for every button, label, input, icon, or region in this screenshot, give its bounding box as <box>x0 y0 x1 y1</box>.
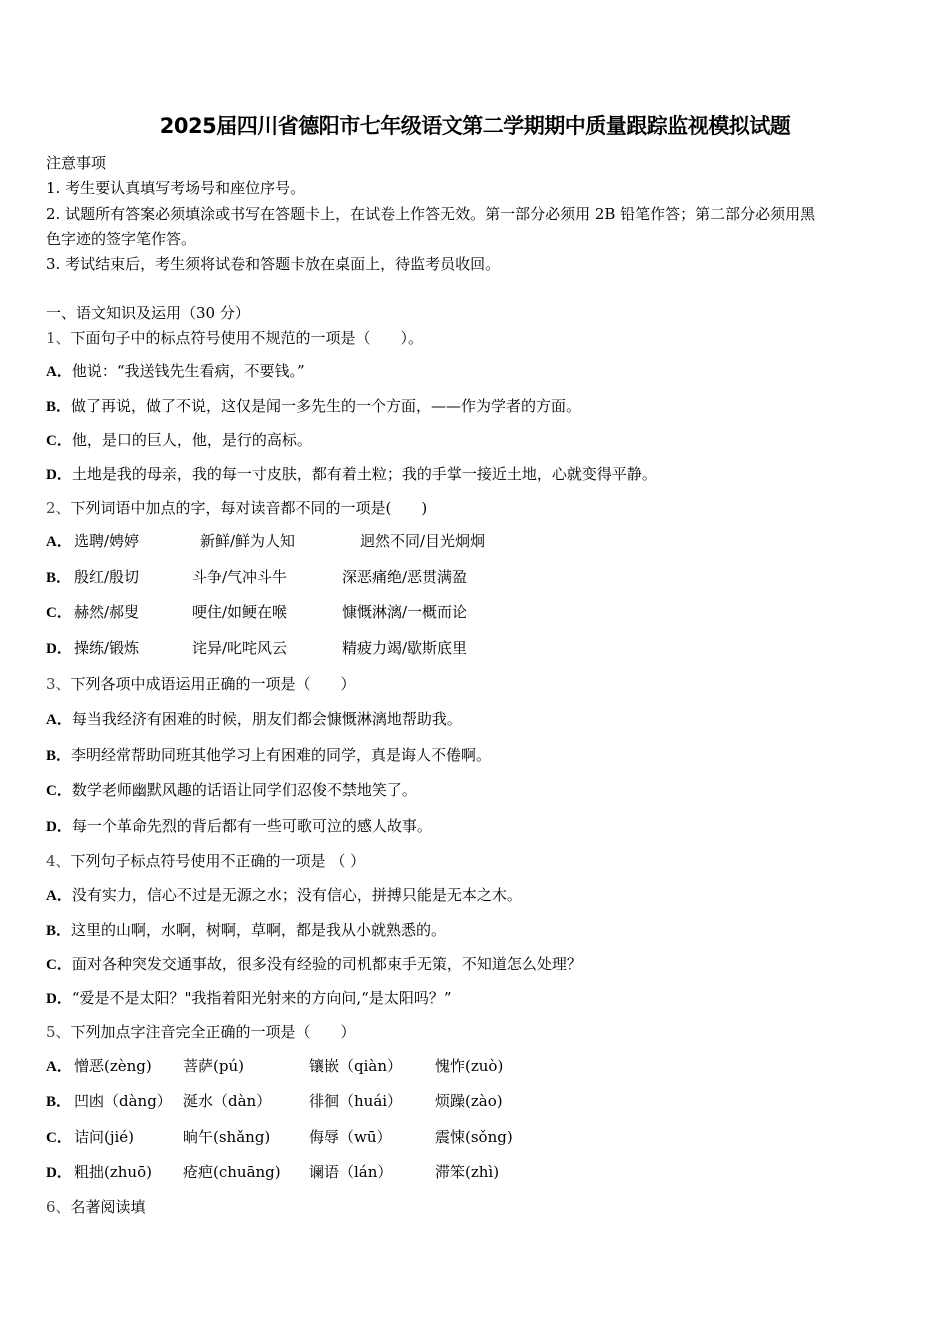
option-cell: 震悚(sǒng) <box>435 1128 513 1146</box>
option-cell: 粗拙(zhuō) <box>74 1163 152 1181</box>
option-letter: B． <box>46 748 72 764</box>
option-cell: 涎水（dàn） <box>183 1092 272 1110</box>
option-letter: B． <box>46 1094 72 1110</box>
option-cell: 慷慨淋漓/一概而论 <box>342 603 468 621</box>
option-letter: C． <box>46 1130 72 1146</box>
option-text: 每当我经济有困难的时候，朋友们都会慷慨淋漓地帮助我。 <box>71 710 462 728</box>
option-letter: D． <box>46 641 72 657</box>
option-row <box>46 1090 71 1111</box>
option-cell: 愧怍(zuò) <box>435 1057 504 1075</box>
option-letter: C． <box>46 957 72 973</box>
option-cell: 迥然不同/目光炯炯 <box>360 532 486 550</box>
option-row <box>46 1055 72 1076</box>
question-text: 下列加点字注音完全正确的一项是（ ） <box>70 1023 356 1041</box>
question-text: 下列各项中成语运用正确的一项是（ ） <box>70 675 356 693</box>
question-stem <box>46 850 365 871</box>
question-number: 1、 <box>46 329 71 347</box>
question-number: 3、 <box>46 675 71 693</box>
notice-item: 色字迹的签字笔作答。 <box>46 230 197 248</box>
option-row <box>46 601 72 622</box>
option-cell: 疮疤(chuāng) <box>183 1163 281 1181</box>
option-cell: 侮辱（wū） <box>309 1128 392 1146</box>
option-text: “爱是不是太阳？"我指着阳光射来的方向问,“是太阳吗？” <box>71 989 452 1007</box>
question-text: 下面句子中的标点符号使用不规范的一项是（ ）。 <box>70 329 424 347</box>
option-letter: A． <box>46 888 72 904</box>
option-text: 他说：“我送钱先生看病，不要钱。” <box>71 362 305 380</box>
question-number: 6、 <box>46 1198 71 1216</box>
notice-item: 3. 考试结束后，考生须将试卷和答题卡放在桌面上，待监考员收回。 <box>46 255 501 273</box>
option-cell: 滞笨(zhì) <box>435 1163 500 1181</box>
option-letter: D． <box>46 1165 72 1181</box>
option-cell: 徘徊（huái） <box>309 1092 403 1110</box>
option-cell: 烦躁(zào) <box>435 1092 503 1110</box>
option-cell: 操练/锻炼 <box>74 639 140 657</box>
option-text: 这里的山啊，水啊，树啊，草啊，都是我从小就熟悉的。 <box>71 921 447 939</box>
option-letter: B． <box>46 570 72 586</box>
option-text: 面对各种突发交通事故，很多没有经验的司机都束手无策，不知道怎么处理？ <box>71 955 582 973</box>
question-stem <box>46 673 356 694</box>
option-text: 他，是口的巨人，他，是行的高标。 <box>71 431 312 449</box>
question-text: 下列句子标点符号使用不正确的一项是 （ ） <box>70 852 366 870</box>
question-number: 2、 <box>46 499 71 517</box>
question-text: 下列词语中加点的字，每对读音都不同的一项是( ) <box>70 499 428 517</box>
option <box>46 360 305 381</box>
question-text: 名著阅读填 <box>70 1198 146 1216</box>
option-letter: A． <box>46 534 72 550</box>
option <box>46 395 581 416</box>
option-text: 数学老师幽默风趣的话语让同学们忍俊不禁地笑了。 <box>71 781 417 799</box>
question-stem <box>46 1021 356 1042</box>
option <box>46 463 657 484</box>
option-cell: 谰语（lán） <box>309 1163 393 1181</box>
page-title: 2025届四川省德阳市七年级语文第二学期期中质量跟踪监视模拟试题 <box>159 114 791 138</box>
question-stem <box>46 497 427 518</box>
option-letter: B． <box>46 399 72 415</box>
option-cell: 殷红/殷切 <box>74 568 140 586</box>
option-row <box>46 637 72 658</box>
option-row <box>46 1126 72 1147</box>
option-cell: 新鲜/鲜为人知 <box>200 532 296 550</box>
option <box>46 708 462 729</box>
option-cell: 哽住/如鲠在喉 <box>192 603 288 621</box>
option <box>46 429 312 450</box>
option <box>46 744 491 765</box>
section-heading: 一、语文知识及运用（30 分） <box>46 304 250 322</box>
option-cell: 诘问(jié) <box>74 1128 135 1146</box>
option-letter: A． <box>46 1059 72 1075</box>
option-letter: B． <box>46 923 72 939</box>
option <box>46 953 582 974</box>
option <box>46 779 417 800</box>
notice-item: 1. 考生要认真填写考场号和座位序号。 <box>46 179 306 197</box>
notice-item: 2. 试题所有答案必须填涂或书写在答题卡上，在试卷上作答无效。第一部分必须用 2B 铅笔作答；第二部分必须用黑 <box>46 205 816 223</box>
option-cell: 深恶痛绝/恶贯满盈 <box>342 568 468 586</box>
option-cell: 选聘/娉婷 <box>74 532 140 550</box>
option-letter: D． <box>46 467 72 483</box>
option-cell: 菩萨(pú) <box>183 1057 244 1075</box>
notice-heading: 注意事项 <box>46 154 107 172</box>
option-cell: 晌午(shǎng) <box>183 1128 271 1146</box>
question-stem <box>46 1196 146 1217</box>
question-stem <box>46 327 423 348</box>
option <box>46 815 432 836</box>
option <box>46 884 522 905</box>
option-letter: C． <box>46 783 72 799</box>
option-letter: A． <box>46 712 72 728</box>
option-cell: 精疲力竭/歇斯底里 <box>342 639 468 657</box>
option-text: 做了再说，做了不说，这仅是闻一多先生的一个方面，——作为学者的方面。 <box>71 397 582 415</box>
option <box>46 987 452 1008</box>
option-letter: D． <box>46 819 72 835</box>
option-row <box>46 1161 72 1182</box>
option-cell: 镶嵌（qiàn） <box>309 1057 403 1075</box>
option-text: 李明经常帮助同班其他学习上有困难的同学，真是诲人不倦啊。 <box>71 746 492 764</box>
option-cell: 凹凼（dàng） <box>74 1092 172 1110</box>
question-number: 4、 <box>46 852 71 870</box>
option-text: 没有实力，信心不过是无源之水；没有信心，拼搏只能是无本之木。 <box>71 886 522 904</box>
question-number: 5、 <box>46 1023 71 1041</box>
option <box>46 919 446 940</box>
option-row <box>46 530 72 551</box>
option-letter: C． <box>46 433 72 449</box>
option-letter: D． <box>46 991 72 1007</box>
option-letter: A． <box>46 364 72 380</box>
option-cell: 斗争/气冲斗牛 <box>192 568 288 586</box>
option-cell: 赫然/郝叟 <box>74 603 140 621</box>
option-row <box>46 566 71 587</box>
option-text: 每一个革命先烈的背后都有一些可歌可泣的感人故事。 <box>71 817 432 835</box>
option-text: 土地是我的母亲，我的每一寸皮肤，都有着土粒；我的手掌一接近土地，心就变得平静。 <box>71 465 657 483</box>
option-letter: C． <box>46 605 72 621</box>
option-cell: 憎恶(zèng) <box>74 1057 152 1075</box>
option-cell: 诧异/叱咤风云 <box>192 639 288 657</box>
